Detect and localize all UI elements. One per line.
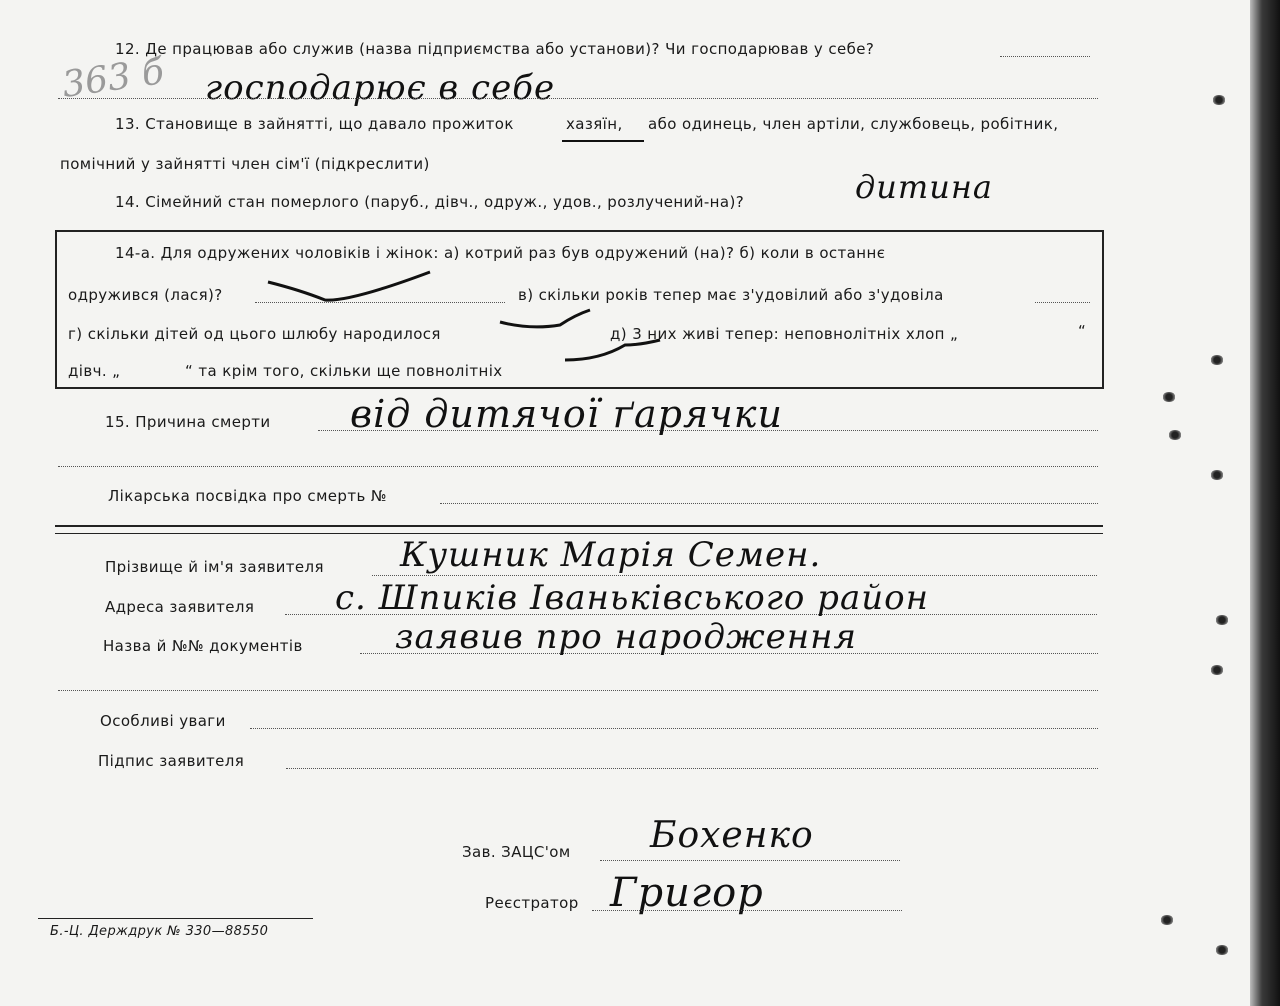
registrar-signature: Григор — [610, 870, 764, 916]
head-signature: Бохенко — [650, 815, 814, 856]
applicant-name-dots — [372, 575, 1097, 576]
punch-hole — [1210, 665, 1224, 675]
punch-hole — [1210, 355, 1224, 365]
applicant-name-value: Кушник Марія Семен. — [400, 535, 822, 575]
q14-answer: дитина — [855, 168, 993, 206]
section-rule-bottom — [55, 533, 1103, 534]
margin-number: 363 б — [59, 51, 167, 106]
q14a-line4-b: “ та крім того, скільки ще повнолітніх — [185, 362, 503, 380]
printer-rule — [38, 918, 313, 919]
q12-label: 12. Де працював або служив (назва підприємства або установи)? Чи господарював у себе? — [115, 40, 875, 58]
q14a-line2-b: в) скільки років тепер має з'удовілий або з'удовіла — [518, 286, 944, 304]
applicant-signature-dots — [286, 768, 1098, 769]
notes-dots — [250, 728, 1098, 729]
head-label: Зав. ЗАЦС'ом — [462, 843, 571, 861]
applicant-address-value: с. Шпиків Іваньківського район — [335, 578, 929, 618]
q14a-line3-end: “ — [1078, 322, 1087, 340]
q14a-line4-a: дівч. „ — [68, 362, 121, 380]
q13-label-start: 13. Становище в зайнятті, що давало прожиток — [115, 115, 514, 133]
q15-answer: від дитячої ґарячки — [350, 392, 783, 436]
q14a-dash-1 — [268, 272, 430, 300]
q14a-line3-b: д) 3 них живі тепер: неповнолітніх хлоп „ — [610, 325, 959, 343]
punch-hole — [1162, 392, 1176, 402]
punch-hole — [1215, 945, 1229, 955]
punch-hole — [1210, 470, 1224, 480]
q12-answer: господарює в себе — [205, 68, 556, 108]
applicant-docs-value: заявив про народження — [395, 617, 858, 657]
q14-label: 14. Сімейний стан померлого (паруб., дівч., одруж., удов., розлучений-на)? — [115, 193, 745, 211]
punch-hole — [1168, 430, 1182, 440]
q14a-line1: 14-а. Для одружених чоловіків і жінок: а) котрий раз був одружений (на)? б) коли в останнє — [115, 244, 886, 262]
head-signature-dots — [600, 860, 900, 861]
q13-label-rest: або одинець, член артіли, службовець, робітник, — [648, 115, 1059, 133]
applicant-docs-second-line — [58, 690, 1098, 691]
medical-label: Лікарська посвідка про смерть № — [108, 487, 387, 505]
registrar-label: Реєстратор — [485, 894, 579, 912]
notes-label: Особливі уваги — [100, 712, 226, 730]
applicant-name-label: Прізвище й ім'я заявителя — [105, 558, 324, 576]
printer-imprint: Б.-Ц. Держдрук № 330—88550 — [50, 924, 269, 939]
punch-hole — [1212, 95, 1226, 105]
section-rule-top — [55, 525, 1103, 527]
q15-label: 15. Причина смерти — [105, 413, 271, 431]
applicant-signature-label: Підпис заявителя — [98, 752, 245, 770]
q14a-line3-a: г) скільки дітей од цього шлюбу народилося — [68, 325, 441, 343]
q15-second-line — [58, 466, 1098, 467]
punch-hole — [1160, 915, 1174, 925]
applicant-docs-label: Назва й №№ документів — [103, 637, 303, 655]
q13-label-line2: помічний у зайнятті член сім'ї (підкреслити) — [60, 155, 430, 173]
punch-hole — [1215, 615, 1229, 625]
q13-option-owner: хазяїн, — [566, 115, 623, 133]
medical-dots — [440, 503, 1098, 504]
q14a-line2-a: одружився (лася)? — [68, 286, 223, 304]
registrar-signature-dots — [592, 910, 902, 911]
applicant-address-label: Адреса заявителя — [105, 598, 255, 616]
q14a-dash-2 — [500, 310, 590, 327]
q14a-dash-3 — [565, 340, 660, 360]
